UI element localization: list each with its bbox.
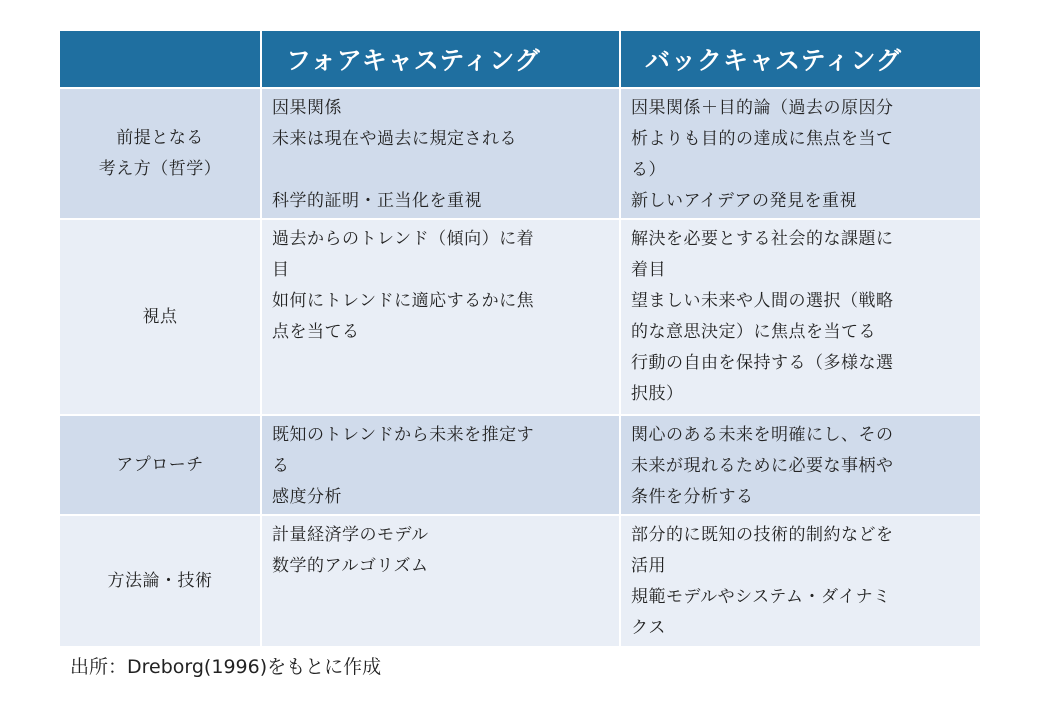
cell-line: 数学的アルゴリズム — [272, 556, 429, 576]
cell-line: 的な意思決定）に焦点を当てる — [631, 322, 876, 342]
cell-line: 部分的に既知の技術的制約などを — [631, 525, 894, 545]
cell-line: 目 — [272, 260, 290, 280]
cell-line: 未来が現れるために必要な事柄や — [631, 456, 894, 476]
cell-forecasting-approach — [261, 415, 620, 515]
cell-line: 択肢） — [631, 384, 684, 404]
cell-line: 計量経済学のモデル — [272, 525, 429, 545]
cell-backcasting-viewpoint — [620, 219, 980, 415]
cell-line: 点を当てる — [272, 322, 360, 342]
row-label-line: 方法論・技術 — [107, 570, 213, 591]
cell-line: 感度分析 — [272, 487, 342, 507]
cell-line: 規範モデルやシステム・ダイナミ — [631, 587, 891, 607]
cell-line — [272, 155, 609, 186]
header-row — [60, 31, 980, 88]
cell-forecasting-methodology — [261, 515, 620, 647]
cell-line: 過去からのトレンド（傾向）に着 — [272, 229, 535, 249]
cell-line: 行動の自由を保持する（多様な選 — [631, 353, 894, 373]
cell-backcasting-methodology — [620, 515, 980, 647]
header-forecasting: フォアキャスティング — [261, 31, 620, 88]
cell-line: る） — [631, 160, 666, 180]
header-backcasting: バックキャスティング — [620, 31, 980, 88]
cell-forecasting-viewpoint — [261, 219, 620, 415]
table-header — [60, 31, 980, 88]
cell-line: 如何にトレンドに適応するかに焦 — [272, 291, 535, 311]
table-body — [60, 88, 980, 647]
cell-line: る — [272, 456, 290, 476]
comparison-table — [60, 31, 980, 648]
cell-line: 新しいアイデアの発見を重視 — [631, 191, 857, 211]
table-row-methodology — [60, 515, 980, 647]
cell-line: 条件を分析する — [631, 487, 754, 507]
cell-forecasting-premise — [261, 88, 620, 219]
cell-line: 解決を必要とする社会的な課題に — [631, 229, 894, 249]
table-row-premise — [60, 88, 980, 219]
table-row-approach — [60, 415, 980, 515]
cell-line: クス — [631, 618, 666, 638]
cell-line: 科学的証明・正当化を重視 — [272, 191, 482, 211]
row-label-line: 考え方（哲学） — [98, 158, 222, 179]
row-label-line: 視点 — [142, 306, 178, 327]
row-label-premise — [60, 88, 261, 219]
cell-backcasting-premise — [620, 88, 980, 219]
cell-line: 関心のある未来を明確にし、その — [631, 425, 894, 445]
cell-backcasting-approach — [620, 415, 980, 515]
cell-line: 活用 — [631, 556, 666, 576]
row-label-viewpoint — [60, 219, 261, 415]
row-label-line: 前提となる — [116, 127, 204, 148]
cell-line: 未来は現在や過去に規定される — [272, 129, 517, 149]
cell-line: 析よりも目的の達成に焦点を当て — [631, 129, 894, 149]
row-label-methodology — [60, 515, 261, 647]
cell-line: 着目 — [631, 260, 666, 280]
cell-line: 因果関係＋目的論（過去の原因分 — [631, 98, 894, 118]
cell-line: 因果関係 — [272, 98, 342, 118]
source-citation: 出所：Dreborg(1996)をもとに作成 — [70, 656, 382, 678]
row-label-line: アプローチ — [116, 454, 204, 475]
table-row-viewpoint — [60, 219, 980, 415]
cell-line: 既知のトレンドから未来を推定す — [272, 425, 535, 445]
cell-line: 望ましい未来や人間の選択（戦略 — [631, 291, 894, 311]
row-label-approach — [60, 415, 261, 515]
header-corner-cell — [60, 31, 261, 88]
